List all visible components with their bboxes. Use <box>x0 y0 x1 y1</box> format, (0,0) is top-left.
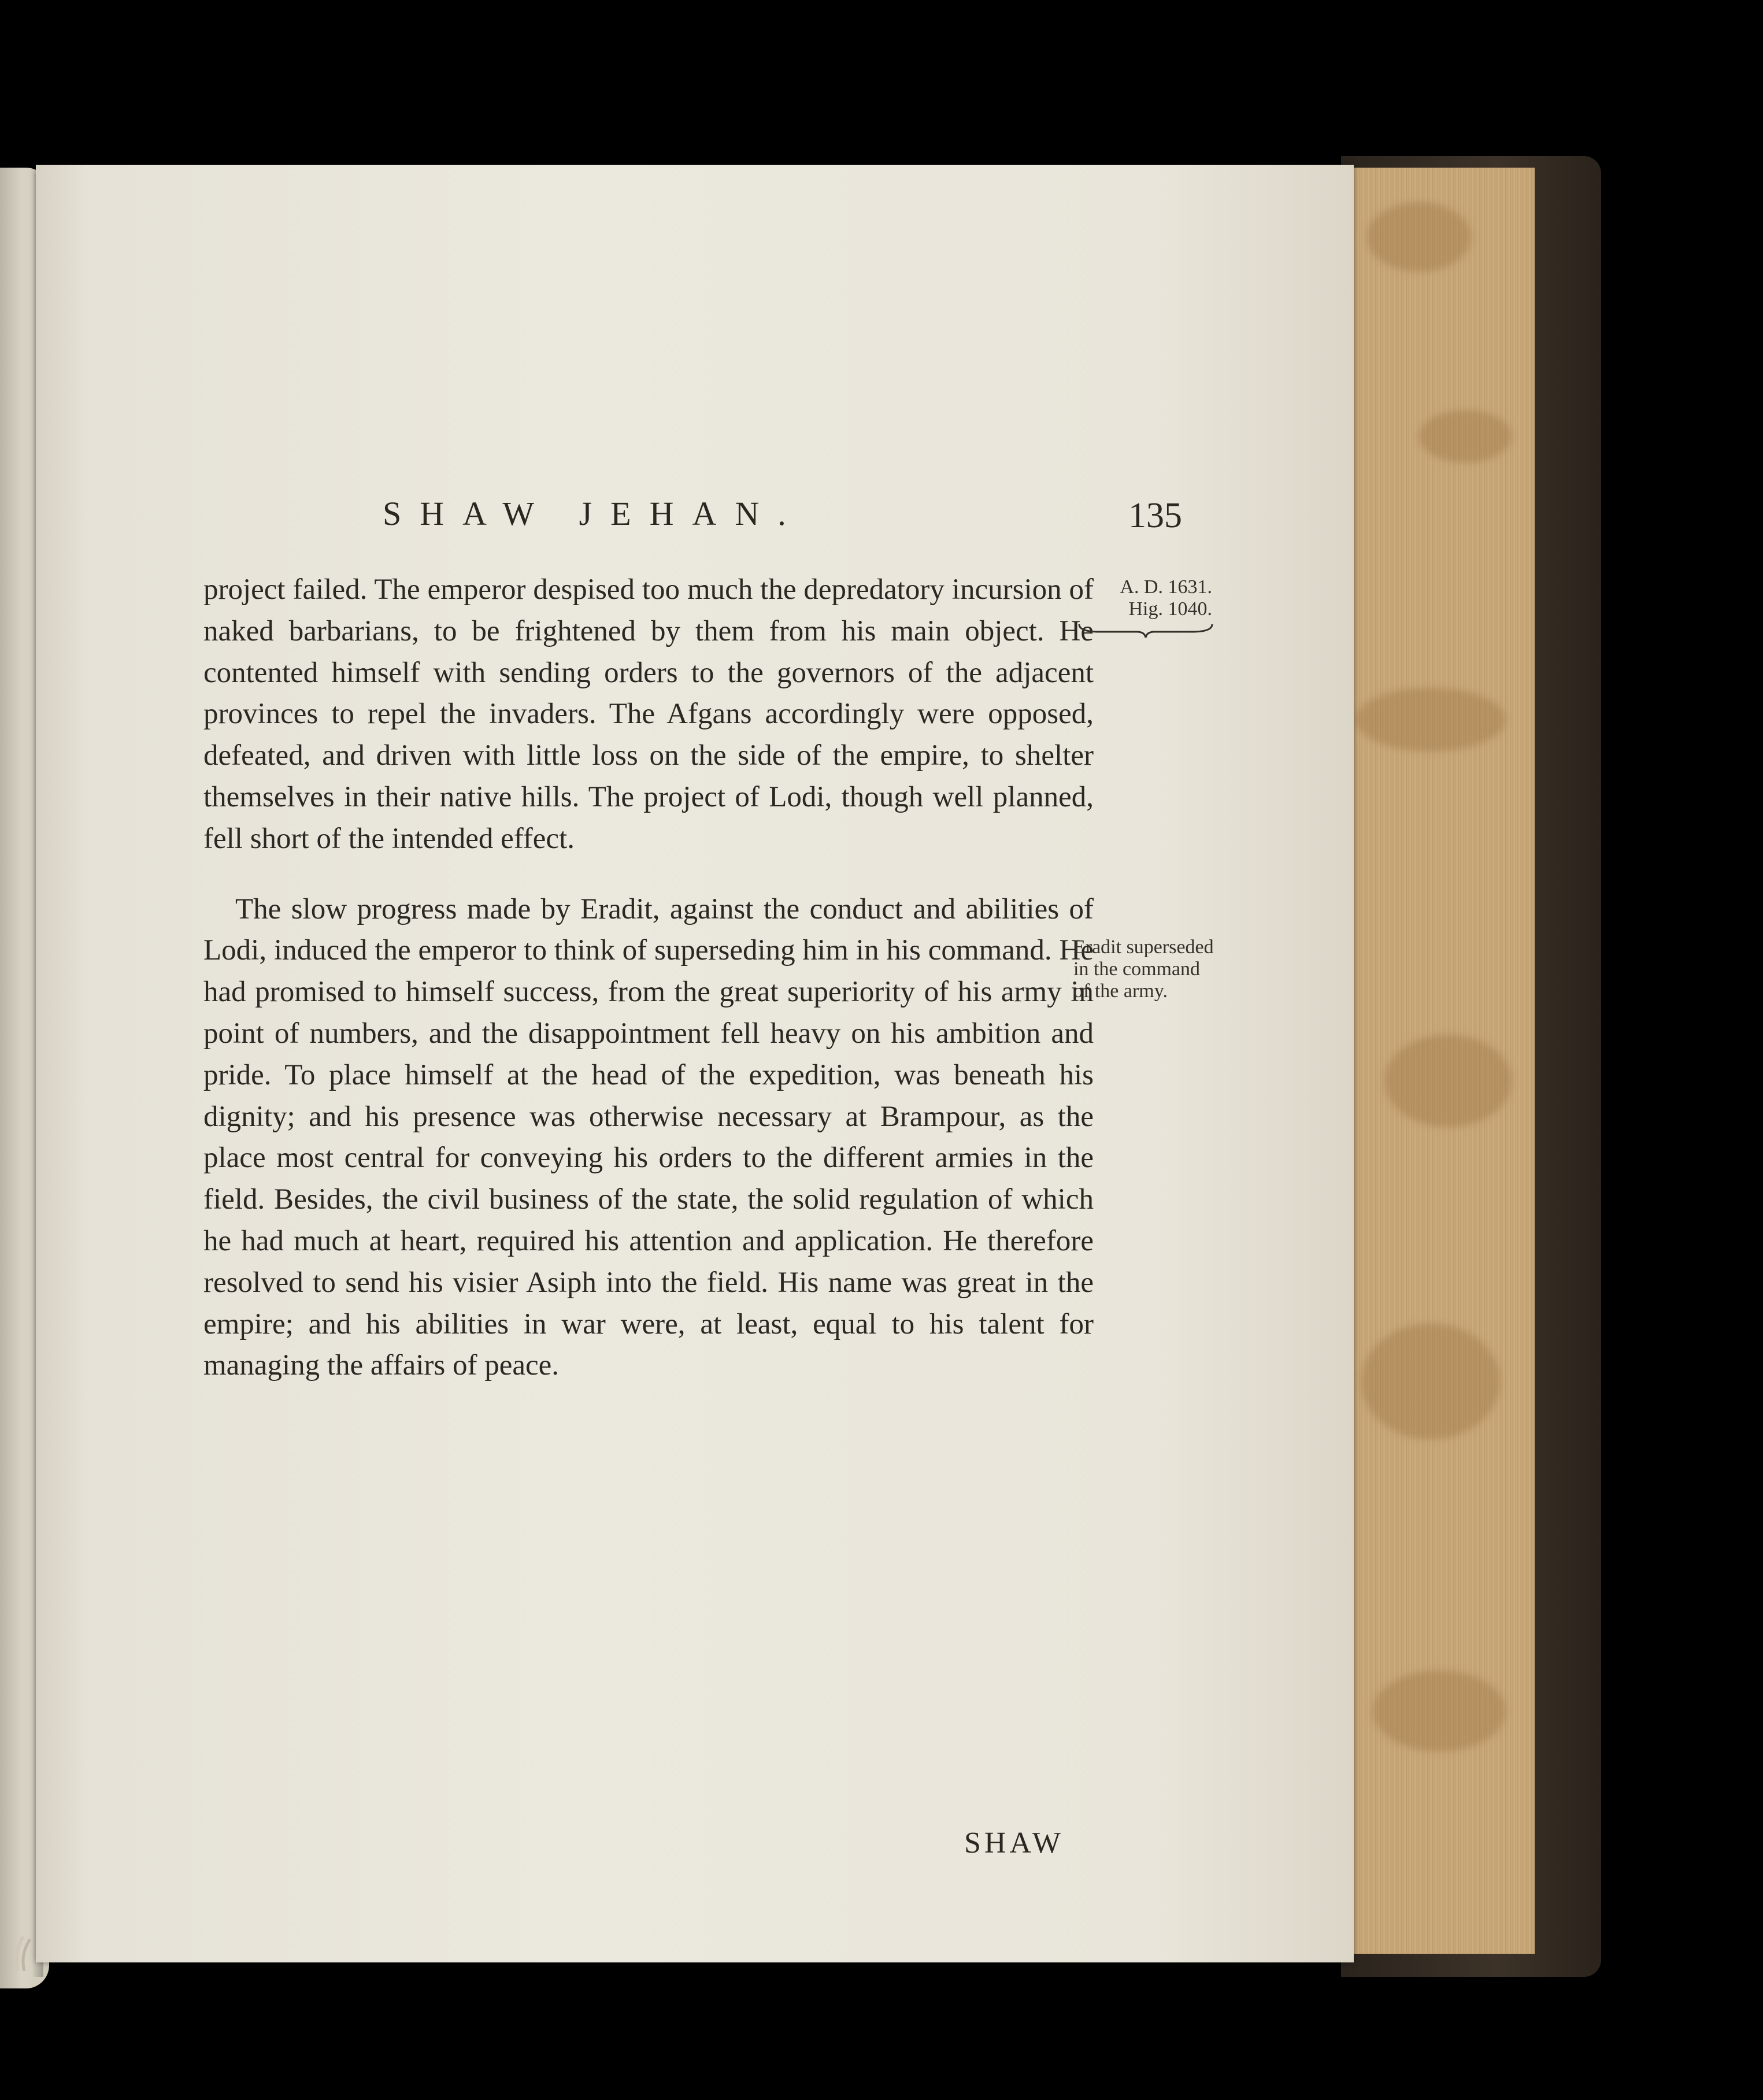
page-fore-edge <box>1350 168 1535 1954</box>
sidenote-date <box>1073 576 1212 620</box>
book-page <box>36 165 1354 1962</box>
date-ad: A. D. 1631. <box>1120 576 1212 598</box>
bookmark-thread <box>0 1936 35 1971</box>
running-title: SHAW JEHAN. <box>383 495 805 532</box>
catchword: SHAW <box>964 1827 1064 1860</box>
sidenote-eradit: Eradit superseded in the command of the army. <box>1073 936 1214 1002</box>
paragraph: The slow progress made by Eradit, against the conduct and abilities of Lodi, induced the emperor to think of superseding him in his command. He had promised to himself success, from the great superiority of his army in point of numbers, and the disappointment fell heavy on his ambition and pride. To place himself at the head of the expedition, was beneath his dignity; and his presence was otherwise necessary at Brampour, as the place most central for conveying his orders to the different armies in the field. Besides, the civil business of the state, the solid regulation of which he had much at heart, required his attention and application. He therefore resolved to send his visier Asiph into the field. His name was great in the empire; and his abilities in war were, at least, equal to his talent for managing the affairs of peace. <box>203 892 1094 1382</box>
paragraph: project failed. The emperor despised too much the depredatory incursion of naked barbarians, to be frightened by them from his main object. He contented himself with sending orders to the governors of the adjacent provinces to repel the invaders. The Afgans accordingly were opposed, defeated, and driven with little loss on the side of the empire, to shelter themselves in their native hills. The project of Lodi, though well planned, fell short of the intended effect. <box>203 573 1094 855</box>
page-number: 135 <box>1128 496 1182 535</box>
body-text <box>203 569 1094 1387</box>
running-head <box>36 494 1354 540</box>
date-hijra: Hig. 1040. <box>1128 598 1212 620</box>
show-through-text <box>209 1506 1134 1546</box>
brace-icon <box>1076 621 1215 639</box>
